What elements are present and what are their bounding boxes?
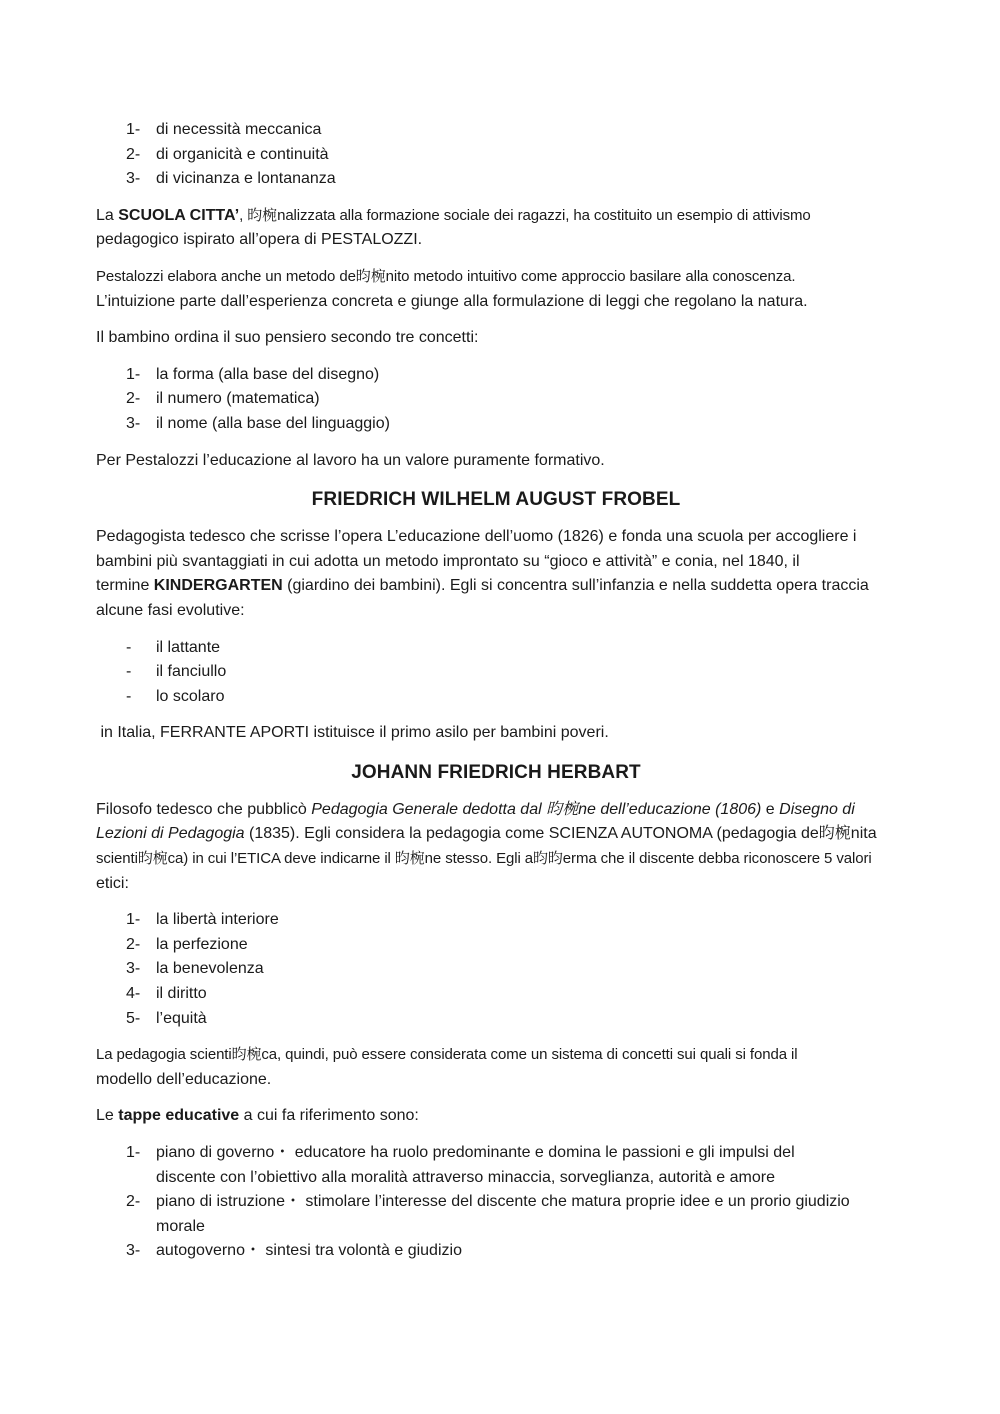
numbered-list-valori (96, 908, 896, 1031)
document-page (96, 118, 896, 1264)
text-run: (1835). Egli considera la pedagogia come SCIENZA AUTONOMA (pedagogia de昀椀nita (244, 825, 877, 843)
italic-title: Disegno di (779, 800, 855, 818)
list-item (96, 167, 896, 192)
list-text: autogoverno・ sintesi tra volontà e giudizio (156, 1242, 462, 1260)
list-text: la forma (alla base del disegno) (156, 365, 380, 383)
list-text: di necessità meccanica (156, 121, 322, 138)
list-item (96, 387, 896, 412)
bold-term-kindergarten: KINDERGARTEN (153, 577, 283, 595)
text-run: scienti昀椀ca) in cui l’ETICA deve indicarne il 昀椀ne stesso. Egli a昀昀erma che il discente debba riconoscere 5 valori (96, 850, 872, 868)
list-item (96, 143, 896, 168)
list-item (96, 1141, 896, 1190)
list-item (96, 412, 896, 437)
text-run: La (96, 206, 119, 224)
list-number: 3- (126, 960, 141, 978)
list-number: 4- (126, 985, 141, 1003)
bold-term-scuola-citta: SCUOLA CITTA’ (118, 206, 240, 224)
bullet-list-fasi (96, 636, 896, 710)
list-text: il numero (matematica) (156, 390, 320, 408)
list-text: il nome (alla base del linguaggio) (156, 414, 390, 432)
list-item (96, 363, 896, 388)
paragraph-frobel (96, 525, 896, 623)
text-run: discente con l’obiettivo alla moralità attraverso minaccia, sorveglianza, autorità e amore (156, 1168, 775, 1186)
list-text: il lattante (156, 638, 221, 656)
text-run: Pestalozzi elabora anche un metodo de昀椀nito metodo intuitivo come approccio basilare alla conoscenza. (96, 267, 796, 285)
list-text: la perfezione (156, 935, 248, 953)
text-run: (giardino dei bambini). Egli si concentra sull’infanzia e nella suddetta opera traccia (282, 577, 869, 595)
list-item (96, 982, 896, 1007)
text-run: termine (96, 577, 154, 595)
list-text: la benevolenza (156, 960, 264, 978)
list-number: 3- (126, 414, 141, 432)
list-text (156, 1141, 896, 1190)
paragraph-tappe (96, 1104, 896, 1129)
text-run: morale (156, 1217, 205, 1235)
list-number: 1- (126, 1144, 141, 1161)
list-number: 5- (126, 1009, 141, 1027)
list-number: 1- (126, 911, 141, 929)
list-bullet: - (126, 687, 132, 705)
list-text: di vicinanza e lontananza (156, 170, 336, 188)
list-number: 2- (126, 390, 141, 408)
list-item (96, 1190, 896, 1239)
paragraph-lavoro: Per Pestalozzi l’educazione al lavoro ha un valore puramente formativo. (96, 451, 605, 469)
text-run: La pedagogia scienti昀椀ca, quindi, può essere considerata come un sistema di concetti sui quali si fonda il (96, 1046, 798, 1064)
section-heading-frobel: FRIEDRICH WILHELM AUGUST FROBEL (311, 489, 681, 511)
list-item (96, 1239, 896, 1264)
list-number: 2- (126, 935, 141, 953)
list-text: la libertà interiore (156, 911, 279, 929)
list-text: il fanciullo (156, 663, 227, 681)
italic-title: Pedagogia Generale dedotta dal 昀椀ne dell’educazione (1806) (311, 800, 762, 818)
list-text: di organicità e continuità (156, 145, 329, 163)
text-run: piano di governo・ educatore ha ruolo predominante e domina le passioni e gli impulsi del (156, 1144, 795, 1161)
text-run: Le (96, 1107, 119, 1125)
list-number: 2- (126, 1193, 141, 1211)
list-item (96, 957, 896, 982)
paragraph-bambino: Il bambino ordina il suo pensiero secondo tre concetti: (96, 329, 479, 347)
text-run: , 昀椀nalizzata alla formazione sociale dei ragazzi, ha costituito un esempio di attivismo (239, 206, 811, 224)
paragraph-pedagogia-scientifica (96, 1043, 896, 1092)
list-text: l’equità (156, 1009, 207, 1027)
text-run: etici: (96, 874, 129, 892)
text-run: modello dell’educazione. (96, 1070, 272, 1088)
text-run: alcune fasi evolutive: (96, 601, 245, 619)
list-item (96, 118, 896, 143)
list-text (156, 1190, 896, 1239)
list-number: 3- (126, 170, 141, 188)
list-number: 1- (126, 365, 141, 383)
text-run: e (761, 800, 780, 818)
list-number: 2- (126, 145, 141, 163)
text-run: bambini più svantaggiati in cui adotta un metodo improntato su “gioco e attività” e conia, nel 1840, il (96, 552, 800, 570)
list-item (96, 1007, 896, 1032)
list-item (96, 908, 896, 933)
list-item (96, 685, 896, 710)
list-item (96, 636, 896, 661)
list-text: lo scolaro (156, 687, 225, 705)
numbered-list-concetti (96, 363, 896, 437)
numbered-list-tappe (96, 1141, 896, 1264)
bold-term-tappe: tappe educative (118, 1107, 240, 1125)
section-heading-herbart: JOHANN FRIEDRICH HERBART (351, 761, 641, 783)
list-bullet: - (126, 638, 132, 656)
paragraph-herbart (96, 798, 896, 896)
text-run: a cui fa riferimento sono: (239, 1107, 419, 1125)
list-item (96, 660, 896, 685)
text-run: piano di istruzione・ stimolare l’interesse del discente che matura proprie idee e un prorio giudizio (156, 1193, 850, 1211)
paragraph-metodo-intuitivo (96, 265, 896, 314)
list-text: il diritto (156, 985, 207, 1003)
numbered-list-necessita (96, 118, 896, 192)
list-number: 3- (126, 1242, 141, 1260)
paragraph-scuola-citta (96, 204, 896, 253)
text-run: Filosofo tedesco che pubblicò (96, 800, 312, 818)
list-bullet: - (126, 663, 132, 681)
list-number: 1- (126, 121, 141, 138)
text-run: pedagogico ispirato all’opera di PESTALOZZI. (96, 231, 423, 249)
text-run: Pedagogista tedesco che scrisse l’opera L’educazione dell’uomo (1826) e fonda una scuola per accogliere i (96, 528, 857, 546)
list-item (96, 933, 896, 958)
paragraph-aporti: in Italia, FERRANTE APORTI istituisce il primo asilo per bambini poveri. (96, 724, 609, 742)
text-run: L’intuizione parte dall’esperienza concreta e giunge alla formulazione di leggi che regolano la natura. (96, 292, 808, 310)
italic-title: Lezioni di Pedagogia (96, 825, 245, 843)
